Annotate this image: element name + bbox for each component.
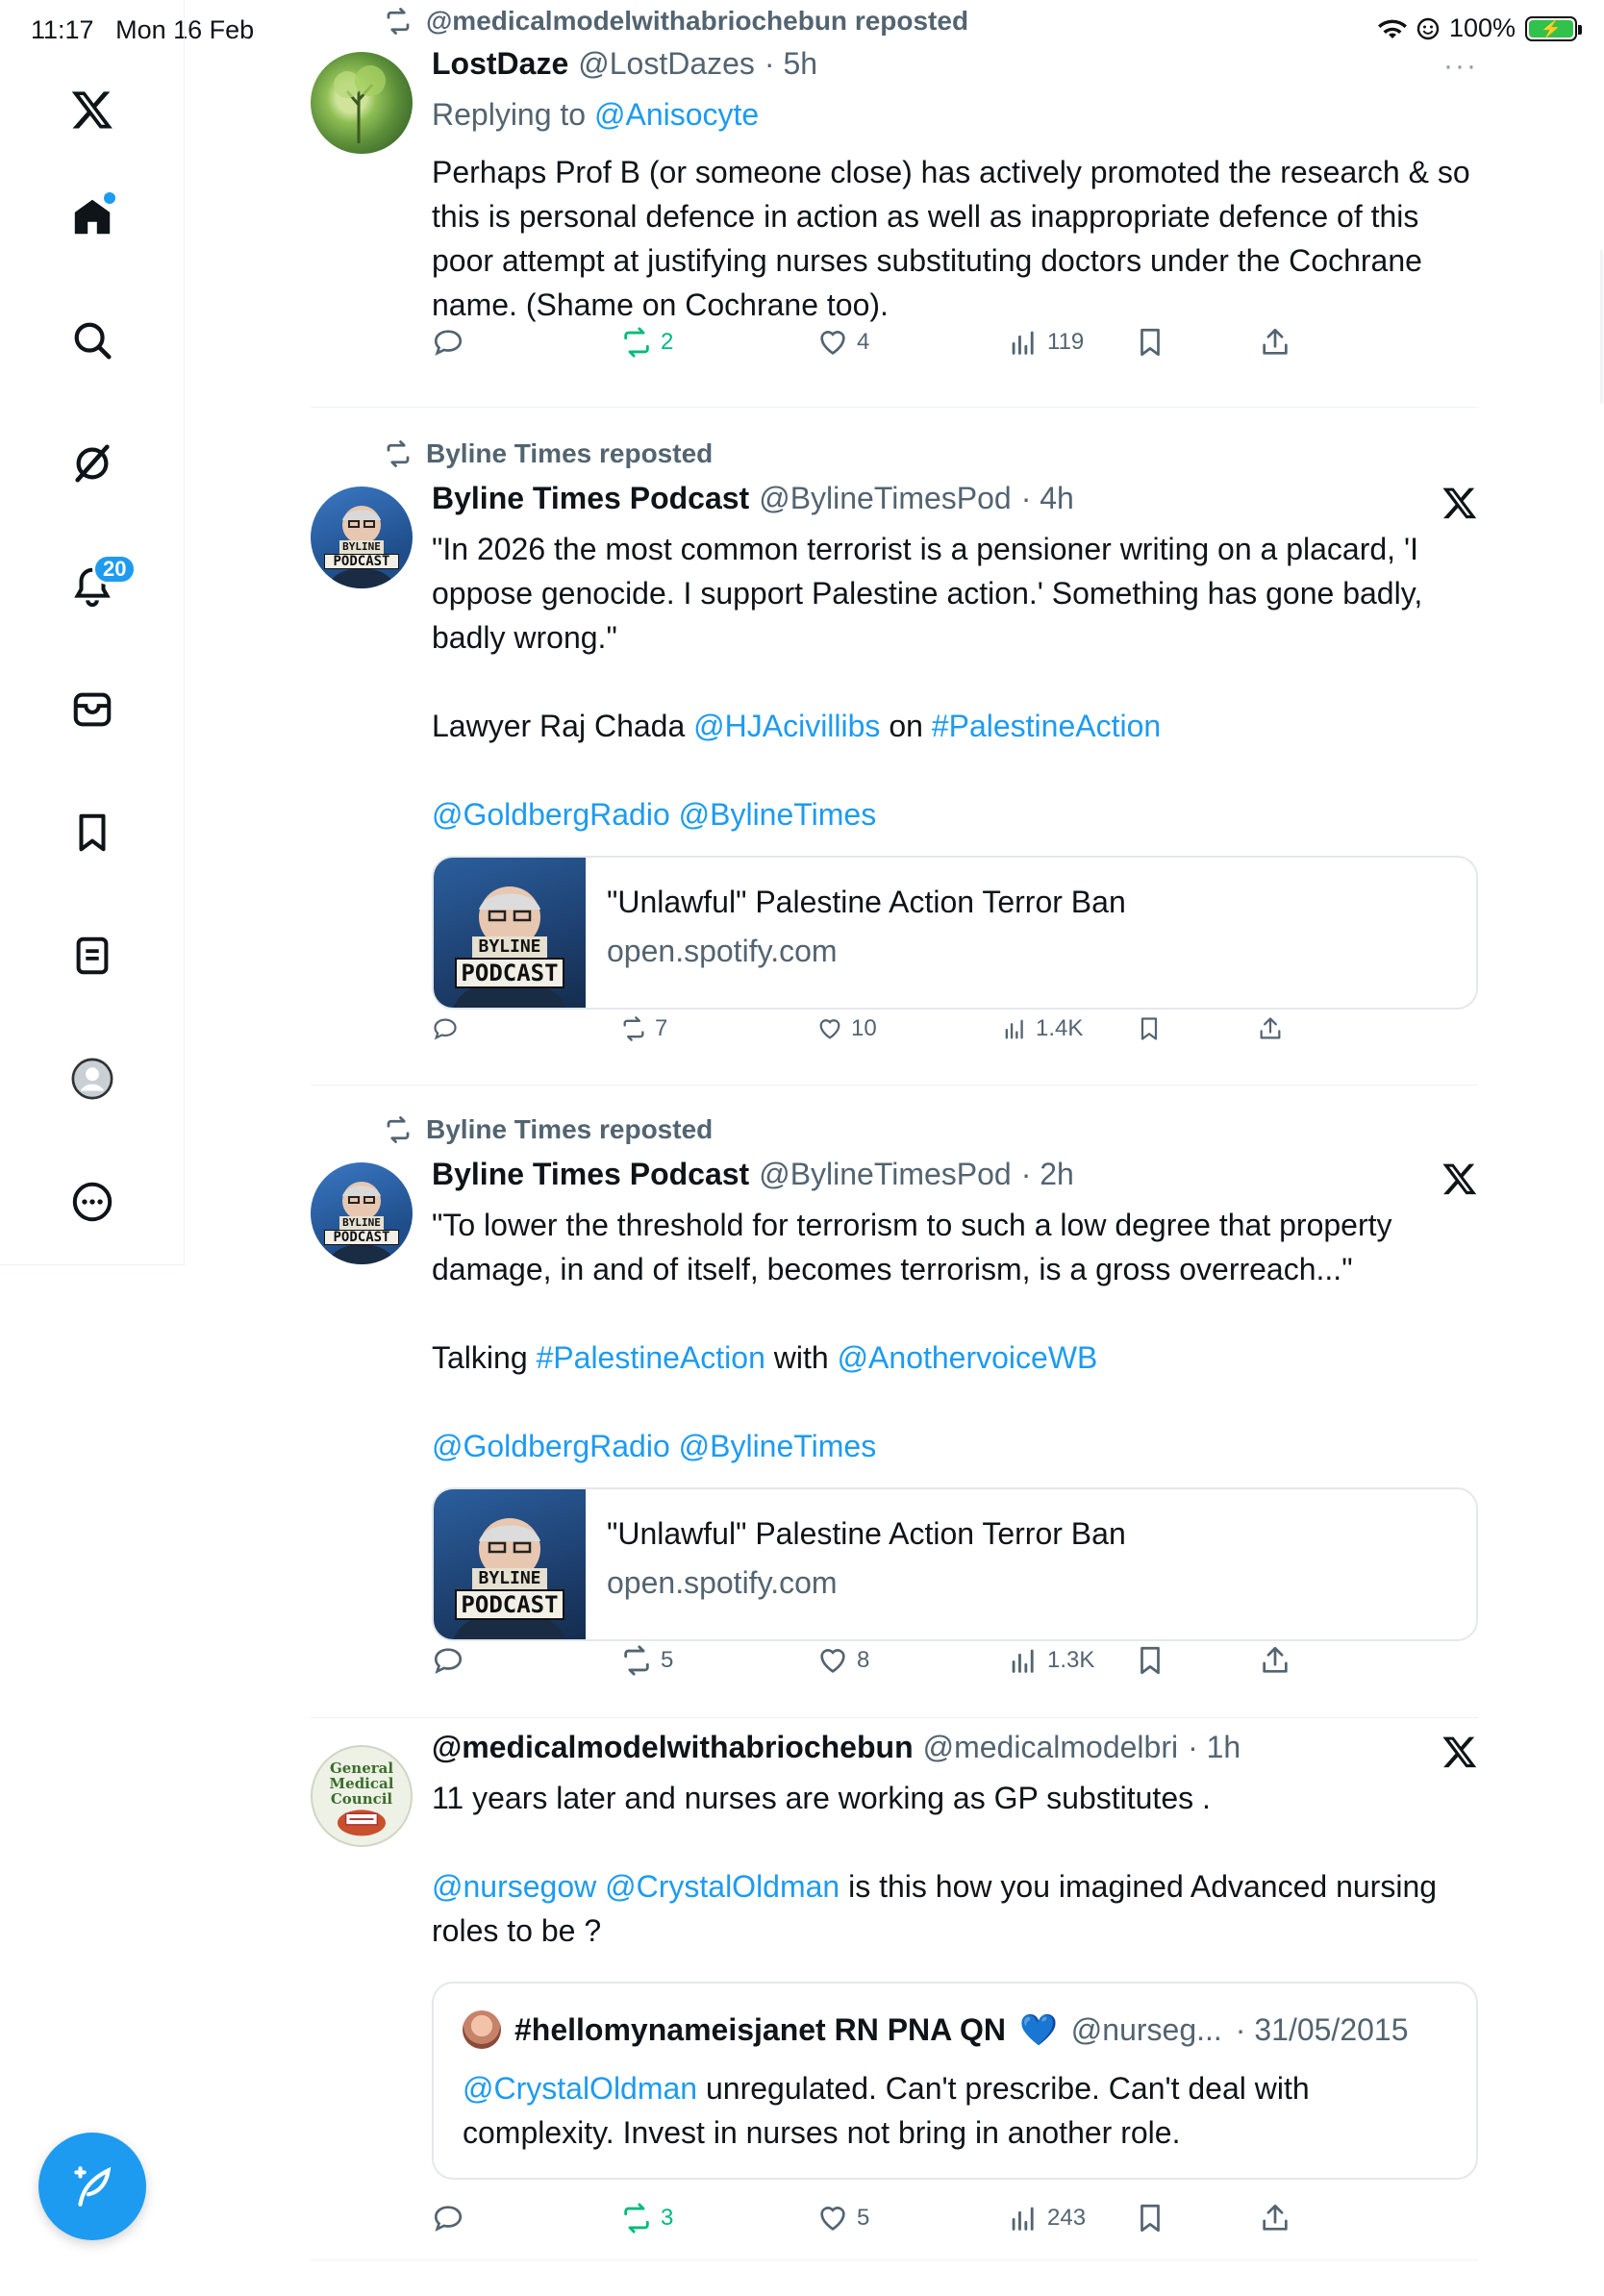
- card-title: "Unlawful" Palestine Action Terror Ban: [607, 1516, 1126, 1551]
- avatar[interactable]: [311, 52, 413, 154]
- like-button[interactable]: [816, 2202, 869, 2234]
- hashtag-link[interactable]: #PalestineAction: [536, 1340, 765, 1375]
- heart-icon: [816, 1644, 849, 1677]
- tweet-header: [432, 1730, 1241, 1765]
- mention-link[interactable]: @AnothervoiceWB: [837, 1340, 1098, 1375]
- repost-context: Byline Times reposted: [384, 438, 713, 469]
- timestamp[interactable]: · 5h: [764, 46, 818, 81]
- reply-button[interactable]: [432, 2202, 464, 2234]
- battery-icon: ⚡: [1525, 16, 1577, 41]
- battery-percent: 100%: [1448, 13, 1516, 42]
- compose-post-button[interactable]: [38, 2133, 146, 2240]
- views-count: 243: [1047, 2205, 1087, 2231]
- bookmark-button[interactable]: [1134, 326, 1166, 359]
- scrollbar[interactable]: [1600, 250, 1603, 404]
- x-logo-icon[interactable]: [1441, 1160, 1478, 1197]
- avatar[interactable]: [311, 1162, 413, 1264]
- compose-icon: [68, 2162, 116, 2210]
- share-icon: [1257, 1015, 1284, 1042]
- avatar-text-2: PODCAST: [324, 554, 399, 569]
- mention-link[interactable]: @BylineTimes: [678, 797, 877, 832]
- repost-icon: [384, 7, 413, 36]
- status-time: 11:17 Mon 16 Feb: [31, 15, 255, 44]
- repost-icon: [620, 326, 653, 359]
- sidebar: [0, 0, 185, 1265]
- avatar-text-2: Medical: [329, 1775, 394, 1792]
- card-thumb-text-1: BYLINE: [472, 1568, 546, 1589]
- blue-heart-icon: 💙: [1018, 2012, 1058, 2047]
- repost-icon: [384, 439, 413, 468]
- display-name[interactable]: Byline Times Podcast: [432, 481, 750, 515]
- repost-count: 2: [661, 329, 674, 355]
- card-title: "Unlawful" Palestine Action Terror Ban: [607, 885, 1126, 919]
- tweet-header: [432, 46, 817, 82]
- display-name[interactable]: Byline Times Podcast: [432, 1157, 750, 1191]
- repost-count: 3: [661, 2205, 674, 2231]
- card-domain: open.spotify.com: [607, 934, 838, 968]
- tweet-text: "To lower the threshold for terrorism to such a low degree that property damage, in and of itself, becomes terrorism, is a gross overreach...": [432, 1208, 1392, 1286]
- avatar[interactable]: [311, 487, 413, 588]
- home-icon[interactable]: [62, 187, 123, 248]
- repost-button[interactable]: [620, 326, 673, 359]
- card-domain: open.spotify.com: [607, 1565, 838, 1600]
- unread-dot: [104, 192, 115, 204]
- quoted-tweet[interactable]: [432, 1982, 1478, 2180]
- bookmark-icon: [1134, 1644, 1166, 1677]
- tweet-text: Perhaps Prof B (or someone close) has actively promoted the research & so this is personal defence in action as well as inappropriate defence of this poor attempt at justifying nurses substituting doctors under the Cochrane name. (Shame on Cochrane too).: [432, 155, 1470, 322]
- tweet-medicalmodel[interactable]: [311, 1718, 1478, 2257]
- link-card[interactable]: [432, 856, 1478, 1010]
- views-chart-icon: [1001, 1015, 1028, 1042]
- share-button[interactable]: [1259, 326, 1291, 359]
- tweet-text-line: @nursegow @CrystalOldman is this how you imagined Advanced nursing roles to be ?: [432, 1869, 1438, 1948]
- share-button[interactable]: [1257, 1015, 1284, 1042]
- like-count: 10: [851, 1015, 877, 1041]
- share-icon: [1259, 1644, 1291, 1677]
- tweet-text-line: Lawyer Raj Chada @HJAcivillibs on #PalestineAction: [432, 709, 1162, 743]
- grok-icon[interactable]: [62, 433, 123, 494]
- quote-handle[interactable]: @nurseg...: [1070, 2011, 1222, 2047]
- card-thumb-text-2: PODCAST: [455, 958, 564, 988]
- tweet-header: [432, 481, 1074, 516]
- notifications-badge: 20: [92, 554, 137, 585]
- like-count: 4: [857, 329, 870, 355]
- tweet-text-line: Talking #PalestineAction with @AnothervoiceWB: [432, 1340, 1098, 1375]
- reply-icon: [432, 326, 464, 359]
- card-thumbnail: [434, 858, 586, 1010]
- avatar-text-2: PODCAST: [324, 1230, 399, 1245]
- timestamp[interactable]: · 1h: [1188, 1730, 1241, 1764]
- reply-button[interactable]: [432, 326, 464, 359]
- x-logo-icon[interactable]: [62, 79, 123, 140]
- views-chart-icon: [1007, 326, 1040, 359]
- share-icon: [1259, 326, 1291, 359]
- heart-icon: [816, 1015, 843, 1042]
- bookmark-icon: [1134, 2202, 1166, 2234]
- tweet-text: "In 2026 the most common terrorist is a pensioner writing on a placard, 'I oppose genocide. I support Palestine action.' Something has gone badly, badly wrong.": [432, 532, 1423, 655]
- reply-icon: [432, 2202, 464, 2234]
- mention-link[interactable]: @GoldbergRadio: [432, 1429, 670, 1463]
- card-thumbnail: [434, 1489, 586, 1641]
- bookmark-icon: [1136, 1015, 1163, 1042]
- card-thumb-text-1: BYLINE: [472, 936, 546, 958]
- tweet-byline-podcast-2[interactable]: [311, 1086, 1478, 1716]
- heart-icon: [816, 2202, 849, 2234]
- quote-display-name[interactable]: #hellomynameisjanet RN PNA QN: [514, 2011, 1006, 2047]
- like-count: 5: [857, 2205, 870, 2231]
- repost-button[interactable]: [620, 1015, 667, 1042]
- profile-avatar-icon[interactable]: [62, 1048, 123, 1110]
- repost-icon: [620, 2202, 653, 2234]
- reply-button[interactable]: [432, 1644, 464, 1677]
- repost-icon: [620, 1015, 647, 1042]
- replying-to: Replying to @Anisocyte: [432, 97, 760, 132]
- repost-icon: [620, 1644, 653, 1677]
- reply-button[interactable]: [432, 1015, 459, 1042]
- repost-button[interactable]: [620, 2202, 673, 2234]
- timestamp[interactable]: · 4h: [1020, 481, 1074, 515]
- like-button[interactable]: [816, 326, 869, 359]
- mention-link[interactable]: @CrystalOldman: [463, 2071, 698, 2106]
- x-logo-icon[interactable]: [1441, 485, 1478, 521]
- mention-link[interactable]: @nursegow: [432, 1869, 597, 1904]
- repost-button[interactable]: [620, 1644, 673, 1677]
- avatar-text-3: Council: [330, 1790, 393, 1808]
- tweet-byline-podcast-1[interactable]: [311, 408, 1478, 1085]
- x-logo-icon[interactable]: [1441, 1734, 1478, 1770]
- views-button[interactable]: [1007, 2202, 1086, 2234]
- repost-count: 5: [661, 1647, 674, 1673]
- views-button[interactable]: [1007, 1644, 1094, 1677]
- mention-link[interactable]: @CrystalOldman: [605, 1869, 840, 1904]
- display-name[interactable]: @medicalmodelwithabriochebun: [432, 1730, 914, 1764]
- quote-text: @CrystalOldman unregulated. Can't prescribe. Can't deal with complexity. Invest in nurses not bring in another role.: [463, 2071, 1310, 2150]
- bookmark-button[interactable]: [1134, 2202, 1166, 2234]
- mention-link[interactable]: @HJAcivillibs: [693, 709, 881, 743]
- tweet-lostdaze[interactable]: [311, 0, 1478, 404]
- avatar-text-1: BYLINE: [339, 1216, 384, 1230]
- views-chart-icon: [1007, 1644, 1040, 1677]
- more-icon[interactable]: ···: [1443, 50, 1478, 82]
- tweet-mentions: [432, 1424, 1470, 1468]
- repost-context: Byline Times reposted: [384, 1114, 713, 1145]
- bookmark-button[interactable]: [1134, 1644, 1166, 1677]
- messages-icon[interactable]: [62, 679, 123, 740]
- repost-context: @medicalmodelwithabriochebun reposted: [384, 6, 968, 37]
- user-handle[interactable]: @medicalmodelbri: [922, 1730, 1179, 1764]
- card-thumb-text-2: PODCAST: [455, 1589, 564, 1620]
- bookmark-icon: [1134, 326, 1166, 359]
- search-icon[interactable]: [62, 310, 123, 371]
- link-card[interactable]: [432, 1487, 1478, 1641]
- user-handle[interactable]: @LostDazes: [578, 46, 755, 81]
- tweet-header: [432, 1157, 1074, 1192]
- timestamp[interactable]: · 2h: [1020, 1157, 1074, 1191]
- heart-icon: [816, 326, 849, 359]
- card-info: [586, 1489, 1147, 1639]
- repost-icon: [384, 1115, 413, 1144]
- views-count: 1.3K: [1047, 1647, 1095, 1673]
- bookmarks-icon[interactable]: [62, 802, 123, 863]
- user-handle[interactable]: @BylineTimesPod: [759, 1157, 1012, 1191]
- card-info: [586, 858, 1147, 1008]
- avatar[interactable]: [311, 1745, 413, 1847]
- hashtag-link[interactable]: #PalestineAction: [931, 709, 1162, 743]
- replying-to-handle[interactable]: @Anisocyte: [593, 97, 760, 132]
- repost-count: 7: [655, 1015, 668, 1041]
- quote-date: · 31/05/2015: [1235, 2011, 1409, 2047]
- notifications-bell-icon[interactable]: [62, 556, 127, 617]
- share-button[interactable]: [1259, 1644, 1291, 1677]
- bookmark-button[interactable]: [1136, 1015, 1163, 1042]
- like-button[interactable]: [816, 1644, 869, 1677]
- like-count: 8: [857, 1647, 870, 1673]
- views-count: 119: [1047, 329, 1085, 355]
- avatar-text-1: BYLINE: [339, 540, 384, 554]
- share-icon: [1259, 2202, 1291, 2234]
- tweet-divider: [311, 2259, 1478, 2260]
- lists-icon[interactable]: [62, 925, 123, 986]
- views-button[interactable]: [1007, 326, 1084, 359]
- mention-link[interactable]: @BylineTimes: [678, 1429, 877, 1463]
- reply-icon: [432, 1015, 459, 1042]
- user-handle[interactable]: @BylineTimesPod: [759, 481, 1012, 515]
- tweet-text: 11 years later and nurses are working as GP substitutes .: [432, 1781, 1211, 1815]
- reply-icon: [432, 1644, 464, 1677]
- views-chart-icon: [1007, 2202, 1040, 2234]
- avatar-text-1: General: [329, 1759, 394, 1777]
- tweet-mentions: [432, 792, 1470, 836]
- like-button[interactable]: [816, 1015, 877, 1042]
- mention-link[interactable]: @GoldbergRadio: [432, 797, 670, 832]
- views-count: 1.4K: [1036, 1015, 1084, 1041]
- quote-avatar[interactable]: [463, 2010, 501, 2049]
- views-button[interactable]: [1001, 1015, 1083, 1042]
- quote-header: [463, 2010, 1409, 2049]
- display-name[interactable]: LostDaze: [432, 46, 569, 81]
- more-options-icon[interactable]: [62, 1171, 123, 1233]
- share-button[interactable]: [1259, 2202, 1291, 2234]
